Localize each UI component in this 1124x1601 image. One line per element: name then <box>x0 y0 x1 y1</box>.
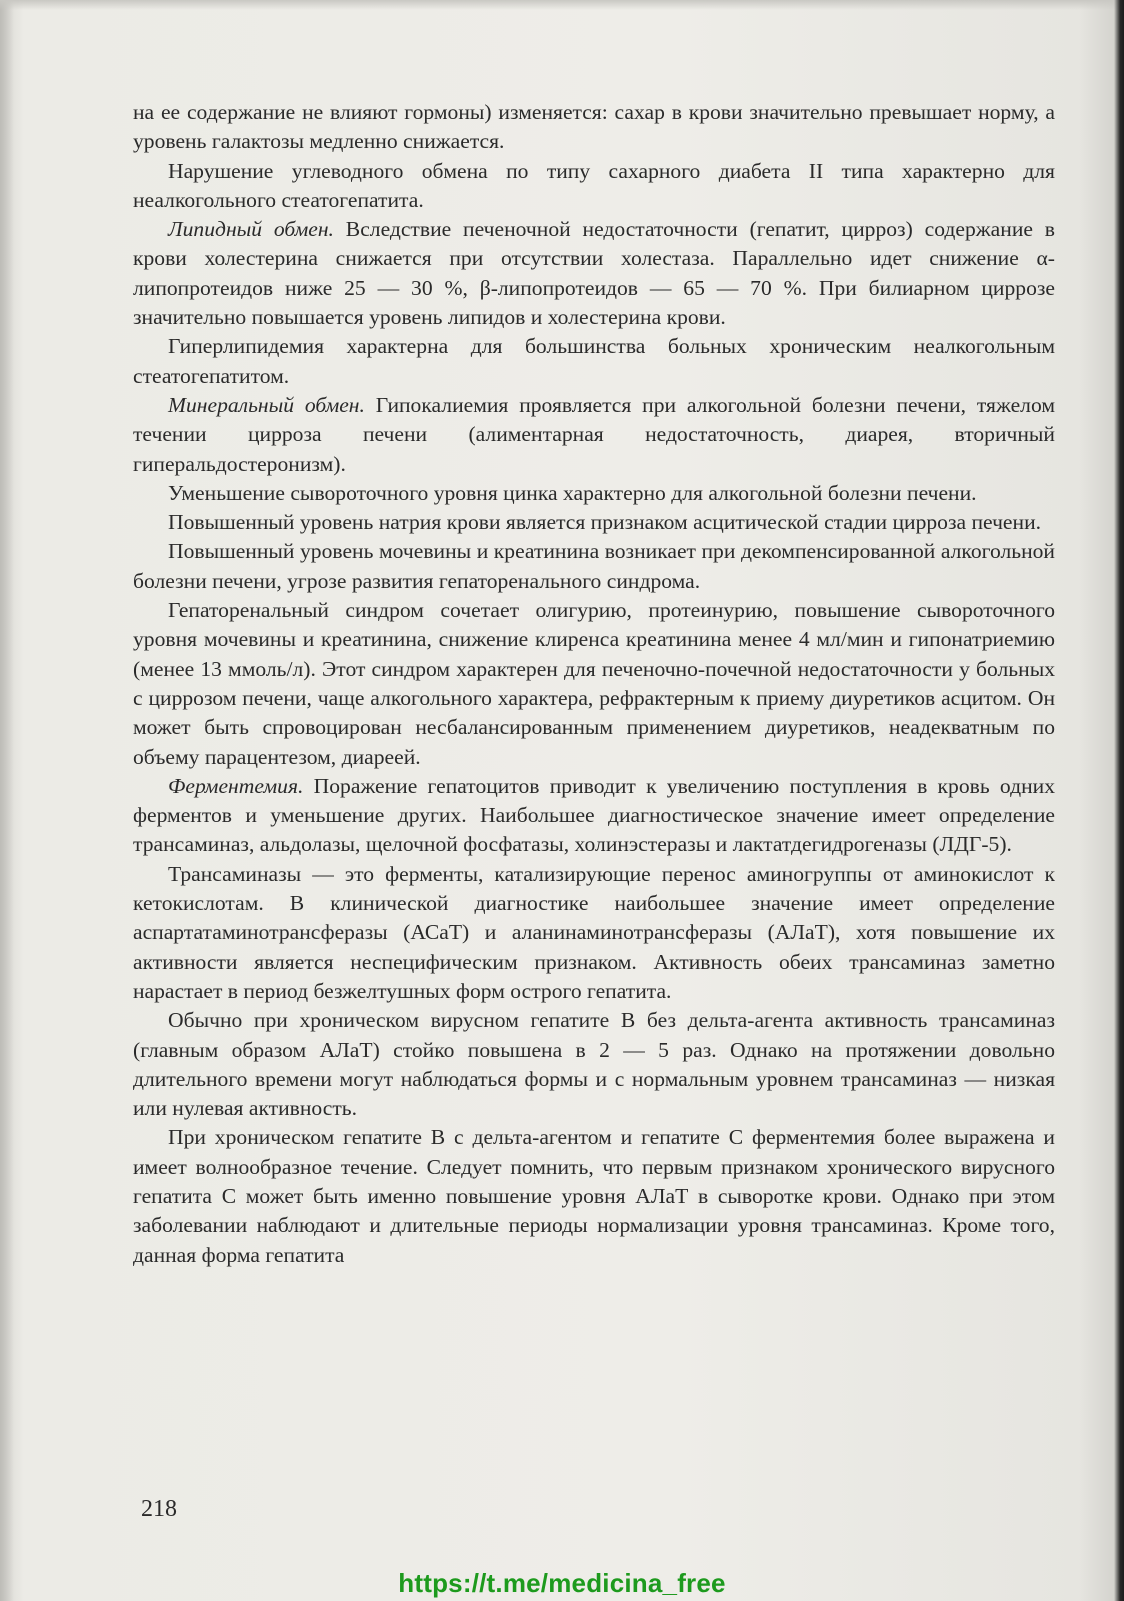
paragraph <box>133 215 1055 332</box>
paragraph-text: Гипокалиемия проявляется при алкогольной болезни печени, тяжелом течении цирроза печени (алиментарная недостаточность, диарея, вторичный гиперальдостеронизм). <box>133 392 1055 476</box>
paragraph-text: Повышенный уровень натрия крови является признаком асцитической стадии цирроза печени. <box>168 510 1042 535</box>
section-lead: Липидный обмен. <box>168 217 334 242</box>
body-text <box>133 98 1055 1270</box>
paragraph-text: Обычно при хроническом вирусном гепатите В без дельта-агента активность трансаминаз (главным образом АЛаТ) стойко повышена в 2 — 5 раз. Однако на протяжении довольно длительного времени могут наблюдаться формы и с нормальным уровнем трансаминаз — низкая или нулевая активность. <box>133 1008 1055 1121</box>
paragraph <box>133 332 1055 391</box>
paragraph-text: Уменьшение сывороточного уровня цинка характерно для алкогольной болезни печени. <box>168 480 977 505</box>
paragraph-text: Повышенный уровень мочевины и креатинина возникает при декомпенсированной алкогольной болезни печени, угрозе развития гепаторенального синдрома. <box>133 539 1055 593</box>
paragraph-text: Трансаминазы — это ферменты, катализирующие перенос аминогруппы от аминокислот к кетокислотам. В клинической диагностике наибольшее значение имеет определение аспартатаминотрансферазы (АСаТ) и аланинаминотрансферазы (АЛаТ), хотя повышение их активности является неспецифическим признаком. Активность обеих трансаминаз заметно нарастает в период безжелтушных форм острого гепатита. <box>133 861 1055 1003</box>
section-lead: Ферментемия. <box>168 773 304 798</box>
paragraph-text: Вследствие печеночной недостаточности (гепатит, цирроз) содержание в крови холестерина снижается при отсутствии холестаза. Параллельно идет снижение α-липопротеидов ниже 25 — 30 %, β-липопротеидов — 65 — 70 %. При билиарном циррозе значительно повышается уровень липидов и холестерина крови. <box>133 217 1056 330</box>
page-gutter-shadow <box>0 0 14 1601</box>
paragraph-text: на ее содержание не влияют гормоны) изменяется: сахар в крови значительно превышает норму, а уровень галактозы медленно снижается. <box>133 100 1055 154</box>
page-top-edge <box>0 0 1124 10</box>
paragraph <box>133 772 1055 860</box>
paragraph <box>133 479 1055 508</box>
paragraph-text: При хроническом гепатите В с дельта-агентом и гепатите С ферментемия более выражена и имеет волнообразное течение. Следует помнить, что первым признаком хронического вирусного гепатита С может быть именно повышение уровня АЛаТ в сыворотке крови. Однако при этом заболевании наблюдают и длительные периоды нормализации уровня трансаминаз. Кроме того, данная форма гепатита <box>133 1125 1055 1267</box>
paragraph <box>133 596 1055 772</box>
paragraph-text: Поражение гепатоцитов приводит к увеличению поступления в кровь одних ферментов и уменьшение других. Наибольшее диагностическое значение имеет определение трансаминаз, альдолазы, щелочной фосфатазы, холинэстеразы и лактатдегидрогеназы (ЛДГ-5). <box>133 773 1055 857</box>
page-right-edge <box>1114 0 1124 1601</box>
paragraph <box>133 508 1055 537</box>
paragraph <box>133 1006 1055 1123</box>
paragraph <box>133 1123 1055 1269</box>
section-lead: Минеральный обмен. <box>168 392 365 417</box>
paragraph <box>133 860 1055 1006</box>
paragraph-text: Нарушение углеводного обмена по типу сахарного диабета II типа характерно для неалкогольного стеатогепатита. <box>133 158 1055 212</box>
paragraph-text: Гиперлипидемия характерна для большинства больных хроническим неалкогольным стеатогепатитом. <box>133 334 1055 388</box>
paragraph <box>133 537 1055 596</box>
watermark-link[interactable]: https://t.me/medicina_free <box>398 1568 726 1598</box>
paragraph <box>133 391 1055 479</box>
paragraph <box>133 98 1055 157</box>
paragraph-text: Гепаторенальный синдром сочетает олигурию, протеинурию, повышение сывороточного уровня мочевины и креатинина, снижение клиренса креатинина менее 4 мл/мин и гипонатриемию (менее 13 ммоль/л). Этот синдром характерен для печеночно-почечной недостаточности у больных с циррозом печени, чаще алкогольного характера, рефрактерным к приему диуретиков асцитом. Он может быть спровоцирован несбалансированным применением диуретиков, неадекватным по объему парацентезом, диареей. <box>133 598 1055 769</box>
page-number: 218 <box>141 1496 177 1522</box>
paragraph <box>133 157 1055 216</box>
